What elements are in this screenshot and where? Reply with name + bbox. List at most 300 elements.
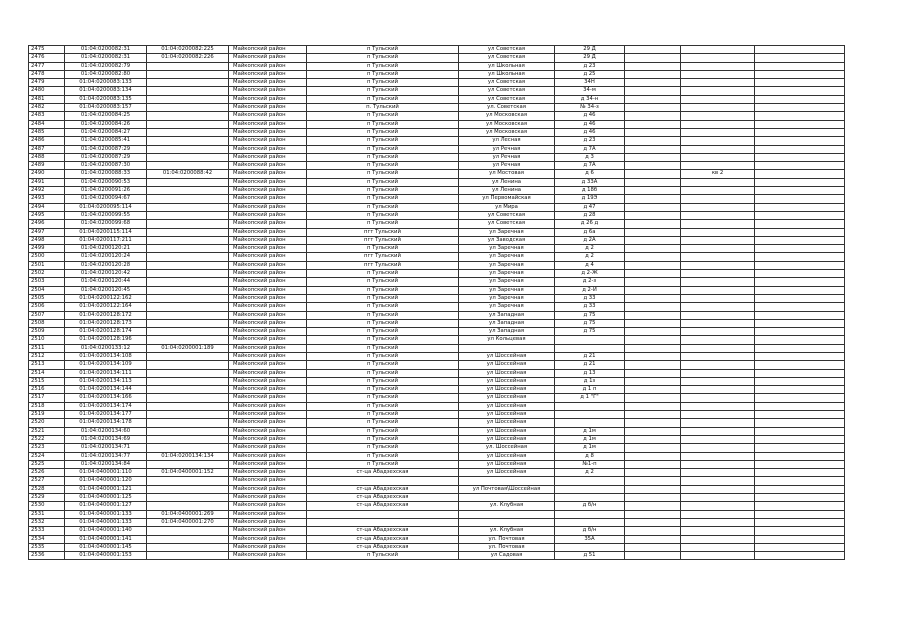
cell-settlement [307,477,459,485]
cell-building [625,245,681,253]
cell-district: Майкопский район [229,419,307,427]
cell-note [755,211,845,219]
cell-parent-cadastral-number [147,120,229,128]
cell-apartment [681,435,755,443]
table-row [29,236,845,244]
cell-street: ул Советская [459,79,555,87]
cell-apartment [681,344,755,352]
cell-cadastral-number: 01:04:0200091:26 [65,187,147,195]
cell-building [625,427,681,435]
cell-district: Майкопский район [229,527,307,535]
table-row [29,427,845,435]
cell-cadastral-number: 01:04:0200084:27 [65,128,147,136]
cell-building [625,527,681,535]
cell-street [459,518,555,526]
cell-house: д 2-з [555,278,625,286]
cell-house: д 2 [555,253,625,261]
table-body [29,46,845,560]
cell-building [625,419,681,427]
cell-note [755,344,845,352]
cell-settlement: п Тульский [307,319,459,327]
cell-district: Майкопский район [229,170,307,178]
cell-district: Майкопский район [229,220,307,228]
cell-parent-cadastral-number [147,419,229,427]
cell-row-number: 2501 [29,261,65,269]
cell-house: д б/н [555,527,625,535]
cell-cadastral-number: 01:04:0200134:84 [65,460,147,468]
cell-parent-cadastral-number [147,211,229,219]
cell-parent-cadastral-number [147,87,229,95]
cell-note [755,112,845,120]
cell-note [755,361,845,369]
cell-row-number: 2484 [29,120,65,128]
cell-parent-cadastral-number [147,153,229,161]
cell-building [625,261,681,269]
cell-cadastral-number: 01:04:0200087:29 [65,153,147,161]
cell-row-number: 2512 [29,352,65,360]
cell-note [755,228,845,236]
cell-apartment [681,104,755,112]
cell-cadastral-number: 01:04:0200082:80 [65,70,147,78]
cell-row-number: 2525 [29,460,65,468]
cell-parent-cadastral-number [147,435,229,443]
cell-settlement: п Тульский [307,286,459,294]
cell-cadastral-number: 01:04:0200120:24 [65,253,147,261]
cell-cadastral-number: 01:04:0200134:144 [65,386,147,394]
cell-row-number: 2519 [29,411,65,419]
cell-settlement: п Тульский [307,411,459,419]
cell-street: ул Заречная [459,303,555,311]
cell-street: ул Речная [459,145,555,153]
cell-building [625,278,681,286]
cell-parent-cadastral-number: 01:04:0200134:134 [147,452,229,460]
cell-settlement: п Тульский [307,120,459,128]
cell-building [625,128,681,136]
cell-parent-cadastral-number [147,195,229,203]
cell-building [625,178,681,186]
table-row [29,535,845,543]
table-row [29,303,845,311]
cell-building [625,95,681,103]
cell-apartment [681,286,755,294]
cell-row-number: 2475 [29,46,65,54]
cell-district: Майкопский район [229,195,307,203]
cell-house: д 7А [555,145,625,153]
cell-settlement: п Тульский [307,95,459,103]
table-row [29,178,845,186]
cell-note [755,220,845,228]
cell-apartment [681,369,755,377]
cell-cadastral-number: 01:04:0200128:174 [65,328,147,336]
cell-settlement: ст-ца Абадзехская [307,494,459,502]
cell-settlement: п Тульский [307,178,459,186]
cell-row-number: 2481 [29,95,65,103]
cell-settlement: п Тульский [307,203,459,211]
cell-parent-cadastral-number [147,187,229,195]
cell-apartment [681,336,755,344]
cell-cadastral-number: 01:04:0200083:134 [65,87,147,95]
cell-building [625,162,681,170]
cell-parent-cadastral-number: 01:04:0400001:152 [147,469,229,477]
cell-house: д 34-н [555,95,625,103]
table-row [29,270,845,278]
cell-building [625,543,681,551]
cell-building [625,112,681,120]
cell-district: Майкопский район [229,460,307,468]
cell-district: Майкопский район [229,477,307,485]
cell-street: ул Советская [459,54,555,62]
cell-building [625,510,681,518]
cell-cadastral-number: 01:04:0400001:133 [65,510,147,518]
cell-district: Майкопский район [229,270,307,278]
cell-parent-cadastral-number [147,79,229,87]
cell-street: ул Шоссейная [459,460,555,468]
cell-district: Майкопский район [229,435,307,443]
cell-district: Майкопский район [229,344,307,352]
cell-apartment [681,477,755,485]
table-row [29,344,845,352]
cell-parent-cadastral-number [147,245,229,253]
cell-note [755,145,845,153]
cell-district: Майкопский район [229,444,307,452]
cell-note [755,411,845,419]
cell-row-number: 2514 [29,369,65,377]
cell-district: Майкопский район [229,162,307,170]
cell-parent-cadastral-number [147,228,229,236]
cell-apartment [681,543,755,551]
cell-cadastral-number: 01:04:0200083:157 [65,104,147,112]
cell-district: Майкопский район [229,386,307,394]
cell-district: Майкопский район [229,120,307,128]
cell-parent-cadastral-number [147,145,229,153]
cell-row-number: 2508 [29,319,65,327]
cell-row-number: 2483 [29,112,65,120]
table-row [29,311,845,319]
cell-row-number: 2490 [29,170,65,178]
cell-row-number: 2536 [29,552,65,560]
cell-row-number: 2486 [29,137,65,145]
cell-note [755,477,845,485]
cell-house: 35А [555,535,625,543]
cell-apartment [681,187,755,195]
cell-building [625,377,681,385]
cell-house: д 1 п [555,386,625,394]
cell-building [625,286,681,294]
cell-cadastral-number: 01:04:0400001:145 [65,543,147,551]
cell-house: д 23 [555,137,625,145]
cell-settlement: п Тульский [307,153,459,161]
cell-settlement: п Тульский [307,87,459,95]
cell-cadastral-number: 01:04:0200122:162 [65,294,147,302]
table-row [29,170,845,178]
cell-apartment [681,452,755,460]
cell-note [755,187,845,195]
cell-settlement: п Тульский [307,112,459,120]
cell-row-number: 2513 [29,361,65,369]
cell-row-number: 2521 [29,427,65,435]
cell-apartment [681,62,755,70]
cell-parent-cadastral-number [147,104,229,112]
cell-street: ул Речная [459,153,555,161]
cell-cadastral-number: 01:04:0200128:172 [65,311,147,319]
cell-street: ул Мостовая [459,170,555,178]
cell-street: ул Шоссейная [459,352,555,360]
cell-apartment [681,527,755,535]
cell-apartment [681,195,755,203]
cell-cadastral-number: 01:04:0400001:110 [65,469,147,477]
cell-apartment [681,402,755,410]
cell-district: Майкопский район [229,145,307,153]
cell-row-number: 2527 [29,477,65,485]
cell-note [755,62,845,70]
cell-building [625,361,681,369]
cell-settlement: ст-ца Абадзехская [307,502,459,510]
cell-district: Майкопский район [229,87,307,95]
cell-row-number: 2479 [29,79,65,87]
table-row [29,518,845,526]
cell-street: ул Речная [459,162,555,170]
cell-note [755,510,845,518]
cell-note [755,527,845,535]
cell-building [625,328,681,336]
table-row [29,79,845,87]
cell-house: 34Н [555,79,625,87]
cell-apartment [681,319,755,327]
cell-apartment [681,510,755,518]
cell-building [625,485,681,493]
cell-note [755,195,845,203]
cell-settlement: п Тульский [307,444,459,452]
cell-row-number: 2511 [29,344,65,352]
cell-parent-cadastral-number [147,261,229,269]
cell-row-number: 2492 [29,187,65,195]
cell-building [625,62,681,70]
cell-building [625,352,681,360]
cell-row-number: 2515 [29,377,65,385]
table-row [29,228,845,236]
cell-house: д 51 [555,552,625,560]
cell-row-number: 2494 [29,203,65,211]
cell-street: ул Шоссейная [459,369,555,377]
cell-building [625,494,681,502]
cell-row-number: 2480 [29,87,65,95]
cell-note [755,427,845,435]
cell-building [625,294,681,302]
cell-street: ул Заречная [459,261,555,269]
cell-district: Майкопский район [229,187,307,195]
cell-parent-cadastral-number [147,95,229,103]
cell-row-number: 2526 [29,469,65,477]
cell-cadastral-number: 01:04:0200090:53 [65,178,147,186]
cell-row-number: 2485 [29,128,65,136]
table-row [29,195,845,203]
cell-parent-cadastral-number [147,527,229,535]
cell-district: Майкопский район [229,352,307,360]
cell-cadastral-number: 01:04:0200083:135 [65,95,147,103]
table-row [29,54,845,62]
cell-note [755,270,845,278]
cell-building [625,386,681,394]
cell-settlement: п Тульский [307,435,459,443]
cell-street: ул Советская [459,211,555,219]
cell-note [755,328,845,336]
cell-parent-cadastral-number [147,394,229,402]
cell-parent-cadastral-number [147,253,229,261]
cell-parent-cadastral-number [147,543,229,551]
table-row [29,402,845,410]
cell-apartment [681,303,755,311]
cell-parent-cadastral-number [147,128,229,136]
cell-note [755,253,845,261]
table-row [29,112,845,120]
cell-district: Майкопский район [229,402,307,410]
cell-building [625,411,681,419]
table-row [29,278,845,286]
cadastral-table [28,45,845,560]
cell-apartment [681,178,755,186]
cell-row-number: 2534 [29,535,65,543]
cell-cadastral-number: 01:04:0200134:69 [65,435,147,443]
cell-street: ул. Клубная [459,527,555,535]
cell-note [755,203,845,211]
cell-cadastral-number: 01:04:0200134:108 [65,352,147,360]
cell-district: Майкопский район [229,128,307,136]
cell-house: д 3 [555,153,625,161]
cell-district: Майкопский район [229,54,307,62]
cell-settlement: пгт Тульский [307,261,459,269]
cell-cadastral-number: 01:04:0400001:127 [65,502,147,510]
cell-apartment [681,469,755,477]
cell-note [755,245,845,253]
cell-cadastral-number: 01:04:0400001:121 [65,485,147,493]
cell-district: Майкопский район [229,552,307,560]
table-row [29,386,845,394]
cell-settlement: п Тульский [307,162,459,170]
cell-district: Майкопский район [229,361,307,369]
cell-row-number: 2487 [29,145,65,153]
cell-settlement [307,510,459,518]
table-row [29,95,845,103]
cell-street: ул Советская [459,46,555,54]
table-row [29,527,845,535]
cell-row-number: 2488 [29,153,65,161]
cell-parent-cadastral-number [147,137,229,145]
cell-house: д 75 [555,319,625,327]
cell-apartment [681,386,755,394]
cell-parent-cadastral-number: 01:04:0200082:226 [147,54,229,62]
cell-building [625,145,681,153]
cell-cadastral-number: 01:04:0400001:120 [65,477,147,485]
cell-building [625,552,681,560]
table-row [29,211,845,219]
cell-building [625,187,681,195]
cell-cadastral-number: 01:04:0200134:111 [65,369,147,377]
cell-street: ул Московская [459,120,555,128]
cell-row-number: 2506 [29,303,65,311]
cell-building [625,153,681,161]
cell-house: д 1м [555,427,625,435]
cell-note [755,104,845,112]
cell-district: Майкопский район [229,394,307,402]
cell-row-number: 2528 [29,485,65,493]
cell-building [625,344,681,352]
cell-row-number: 2507 [29,311,65,319]
cell-street: ул Шоссейная [459,361,555,369]
cell-row-number: 2529 [29,494,65,502]
cell-row-number: 2516 [29,386,65,394]
cell-building [625,319,681,327]
cell-house [555,543,625,551]
cell-settlement: п Тульский [307,344,459,352]
cell-settlement: п Тульский [307,54,459,62]
cell-street [459,344,555,352]
cell-house: д 2-И [555,286,625,294]
cell-district: Майкопский район [229,328,307,336]
cell-row-number: 2530 [29,502,65,510]
cell-note [755,286,845,294]
table-row [29,419,845,427]
cell-note [755,518,845,526]
table-row [29,203,845,211]
cell-parent-cadastral-number [147,70,229,78]
cell-note [755,70,845,78]
cell-apartment [681,145,755,153]
cell-street: ул Лесная [459,137,555,145]
cell-district: Майкопский район [229,178,307,186]
table-row [29,328,845,336]
cell-house: 29 Д [555,54,625,62]
cell-apartment [681,518,755,526]
cell-district: Майкопский район [229,319,307,327]
cell-house [555,518,625,526]
cell-row-number: 2503 [29,278,65,286]
table-row [29,494,845,502]
cell-apartment [681,79,755,87]
cell-district: Майкопский район [229,543,307,551]
cell-building [625,220,681,228]
cell-house [555,477,625,485]
cell-street: ул Советская [459,95,555,103]
cell-house: д 47 [555,203,625,211]
cell-settlement: п Тульский [307,145,459,153]
cell-parent-cadastral-number [147,203,229,211]
cell-street: ул Кольцевая [459,336,555,344]
cell-note [755,153,845,161]
cell-row-number: 2533 [29,527,65,535]
cell-house: д 1 "Г" [555,394,625,402]
cell-note [755,460,845,468]
cell-district: Майкопский район [229,369,307,377]
cell-house: д 2 [555,245,625,253]
cell-street: ул Заречная [459,270,555,278]
cell-parent-cadastral-number [147,427,229,435]
cell-street [459,494,555,502]
cell-note [755,236,845,244]
cell-parent-cadastral-number: 01:04:0200088:42 [147,170,229,178]
cell-apartment [681,427,755,435]
cell-apartment [681,128,755,136]
cell-district: Майкопский район [229,469,307,477]
cell-district: Майкопский район [229,502,307,510]
cell-cadastral-number: 01:04:0200082:31 [65,46,147,54]
cell-row-number: 2517 [29,394,65,402]
cell-settlement: п Тульский [307,70,459,78]
table-row [29,128,845,136]
cell-parent-cadastral-number: 01:04:0400001:269 [147,510,229,518]
cell-settlement: п Тульский [307,328,459,336]
cell-cadastral-number: 01:04:0400001:133 [65,518,147,526]
cell-settlement: п Тульский [307,402,459,410]
